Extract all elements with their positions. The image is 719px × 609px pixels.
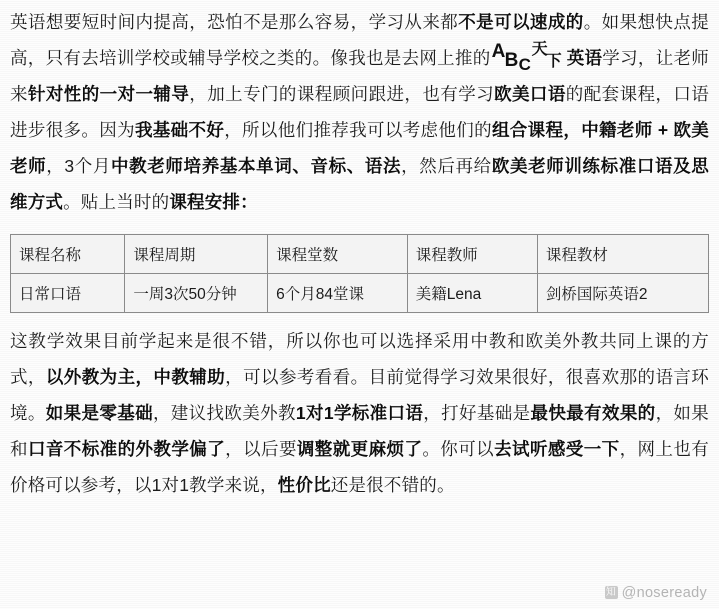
text-run-bold: 调整就更麻烦了 xyxy=(296,439,423,459)
text-run: ，3个月 xyxy=(46,156,112,176)
table-header-cell: 课程周期 xyxy=(125,235,268,274)
table-header-cell: 课程教材 xyxy=(537,235,708,274)
text-run-bold: 如果是零基础 xyxy=(45,403,153,423)
text-run-bold: 针对性的一对一辅导 xyxy=(27,84,190,104)
text-run-bold: 课程安排： xyxy=(169,192,258,212)
course-schedule-table xyxy=(10,234,709,313)
text-run: 还是很不错的。 xyxy=(330,475,455,495)
text-run: ，以后要 xyxy=(225,439,297,459)
table-header-cell: 课程名称 xyxy=(11,235,125,274)
paragraph-intro xyxy=(10,4,709,220)
text-run-bold: 我基础不好 xyxy=(134,120,225,140)
text-run-bold: 不是可以速成的 xyxy=(458,12,584,32)
text-run-bold: 欧美老师训练标准口语及思维方式 xyxy=(10,156,709,212)
abc-tianxia-logo xyxy=(491,41,566,74)
text-run: 。如果想快点提高，只有去培训学校或辅导学校之类的。像我也是去网上推的 xyxy=(10,12,709,68)
text-run: ，如果和 xyxy=(10,403,709,459)
text-run: ，网上也有价格可以参考，以1对1教学来说， xyxy=(10,439,710,495)
course-schedule-table-wrapper xyxy=(10,234,709,313)
text-run: ，打好基础是 xyxy=(423,403,531,423)
table-cell-course-period: 一周3次50分钟 xyxy=(125,274,268,313)
text-run-bold: 去试听感受一下 xyxy=(494,439,620,459)
table-header-cell: 课程教师 xyxy=(407,235,537,274)
text-run-bold: 组合课程，中籍老师 + 欧美老师 xyxy=(10,120,709,176)
table-cell-course-teacher: 美籍Lena xyxy=(407,274,537,313)
text-run-bold: 欧美口语 xyxy=(494,84,566,104)
logo-letter-a: A xyxy=(491,41,506,62)
text-run-bold: 1对1学标准口语 xyxy=(295,403,424,423)
logo-char-xia: 下 xyxy=(545,53,562,70)
text-run: 。贴上当时的 xyxy=(63,192,170,212)
text-run-bold: 以外教为主，中教辅助 xyxy=(45,367,226,387)
text-run-bold: 性价比 xyxy=(277,475,331,495)
watermark-text: @noseready xyxy=(621,585,707,601)
text-run: ，所以他们推荐我可以考虑他们的 xyxy=(224,120,492,140)
table-row xyxy=(11,274,709,313)
table-header-row xyxy=(11,235,709,274)
text-run: 学习，让老师来 xyxy=(10,48,709,104)
table-cell-course-name: 日常口语 xyxy=(11,274,125,313)
text-run: 这教学效果目前学起来是很不错，所以你也可以选择采用中教和欧美外教共同上课的方式， xyxy=(10,331,709,387)
text-run-bold: 英语 xyxy=(566,48,603,68)
text-run: 。你可以 xyxy=(422,439,495,459)
paragraph-conclusion xyxy=(10,323,709,503)
text-run-bold: 口音不标准的外教学偏了 xyxy=(27,439,226,459)
table-cell-course-lessons: 6个月84堂课 xyxy=(268,274,408,313)
text-run-bold: 中教老师培养基本单词、音标、语法 xyxy=(111,156,402,176)
text-run: ，加上专门的课程顾问跟进，也有学习 xyxy=(189,84,495,104)
table-header-cell: 课程堂数 xyxy=(268,235,408,274)
logo-letter-c: C xyxy=(518,55,532,74)
text-run: ，然后再给 xyxy=(401,156,492,176)
text-run: ，可以参考看看。目前觉得学习效果很好，很喜欢那的语言环境。 xyxy=(10,367,709,423)
text-run: ，建议找欧美外教 xyxy=(152,403,296,423)
table-cell-course-material: 剑桥国际英语2 xyxy=(537,274,708,313)
text-run-bold: 最快最有效果的 xyxy=(530,403,656,423)
text-run: 英语想要短时间内提高，恐怕不是那么容易，学习从来都 xyxy=(10,12,459,32)
logo-char-tian: 天 xyxy=(531,41,548,58)
text-run: 的配套课程，口语进步很多。因为 xyxy=(10,84,709,140)
zhihu-watermark xyxy=(605,585,707,601)
logo-letter-b: B xyxy=(504,50,519,71)
zhihu-logo-icon xyxy=(605,586,618,599)
